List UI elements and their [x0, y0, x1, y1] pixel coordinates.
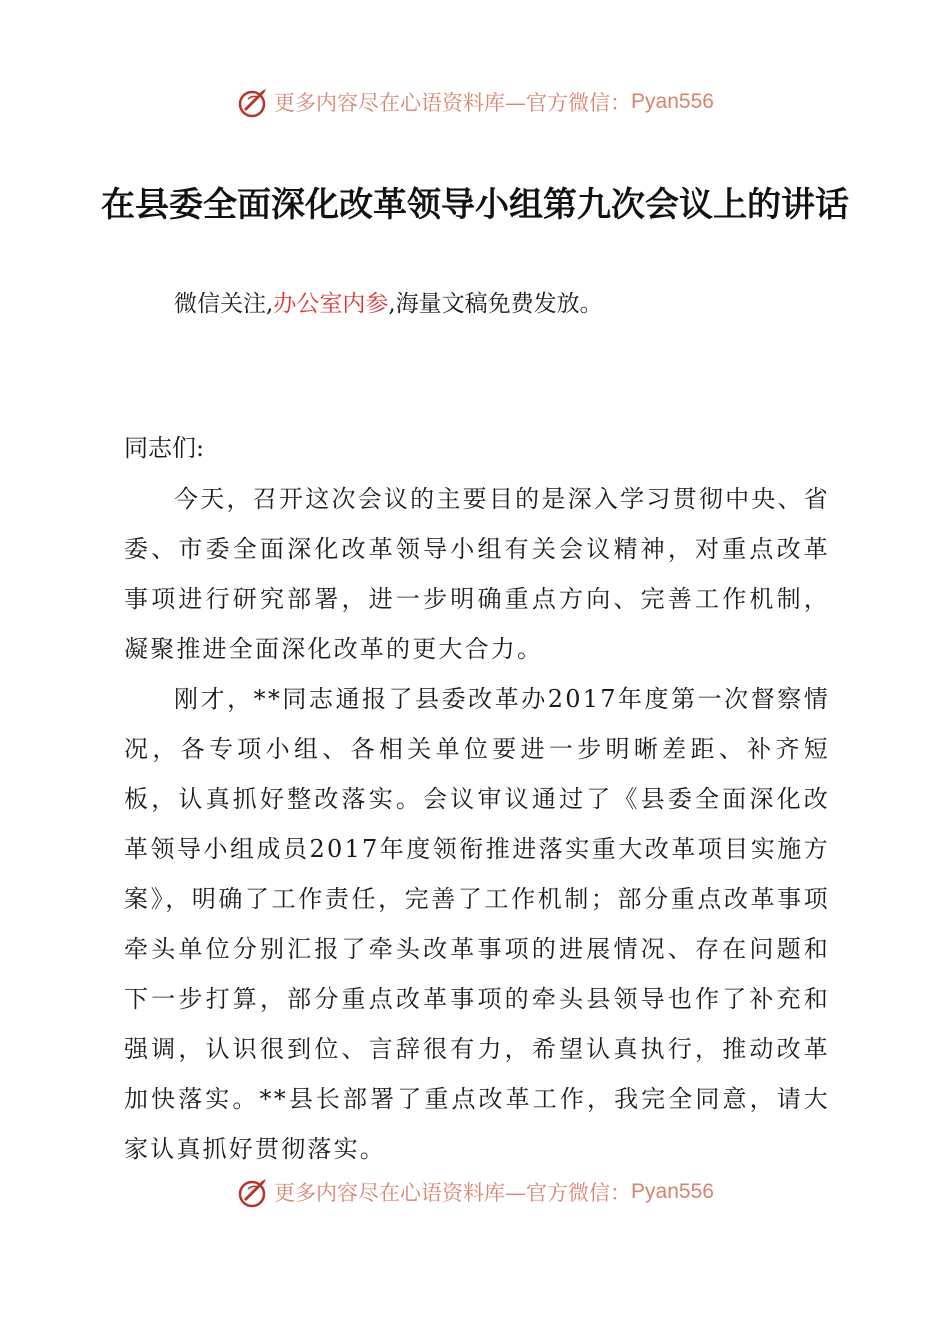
- banner-text: 更多内容尽在心语资料库—官方微信：: [274, 1181, 632, 1205]
- footer-banner: [0, 1172, 950, 1212]
- body-paragraph-2: 刚才，**同志通报了县委改革办2017年度第一次督察情况，各专项小组、各相关单位要进一步明晰差距、补齐短板，认真抓好整改落实。会议审议通过了《县委全面深化改革领导小组成员2017年度领衔推进落实重大改革项目实施方案》，明确了工作责任，完善了工作机制；部分重点改革事项牵头单位分别汇报了牵头改革事项的进展情况、存在问题和下一步打算，部分重点改革事项的牵头县领导也作了补充和强调，认识很到位、言辞很有力，希望认真执行，推动改革加快落实。**县长部署了重点改革工作，我完全同意，请大家认真抓好贯彻落实。: [124, 685, 830, 1163]
- banner-text: 更多内容尽在心语资料库—官方微信：: [274, 91, 632, 115]
- salutation: 同志们:: [124, 434, 205, 462]
- notice-suffix: ,海量文稿免费发放。: [388, 291, 603, 317]
- banner-wechat-id: Pyan556: [631, 90, 714, 113]
- banner-wechat-id: Pyan556: [631, 1180, 714, 1203]
- wechat-notice: [174, 284, 603, 324]
- quill-circle-icon: [236, 1175, 270, 1209]
- notice-prefix: 微信关注,: [174, 291, 274, 317]
- body-paragraph-1: 今天，召开这次会议的主要目的是深入学习贯彻中央、省委、市委全面深化改革领导小组有关会议精神，对重点改革事项进行研究部署，进一步明确重点方向、完善工作机制，凝聚推进全面深化改革的更大合力。: [124, 485, 830, 663]
- document-title: 在县委全面深化改革领导小组第九次会议上的讲话: [101, 185, 849, 225]
- notice-account-name: 办公室内参: [273, 291, 389, 317]
- quill-circle-icon: [236, 85, 270, 119]
- header-banner: [0, 82, 950, 122]
